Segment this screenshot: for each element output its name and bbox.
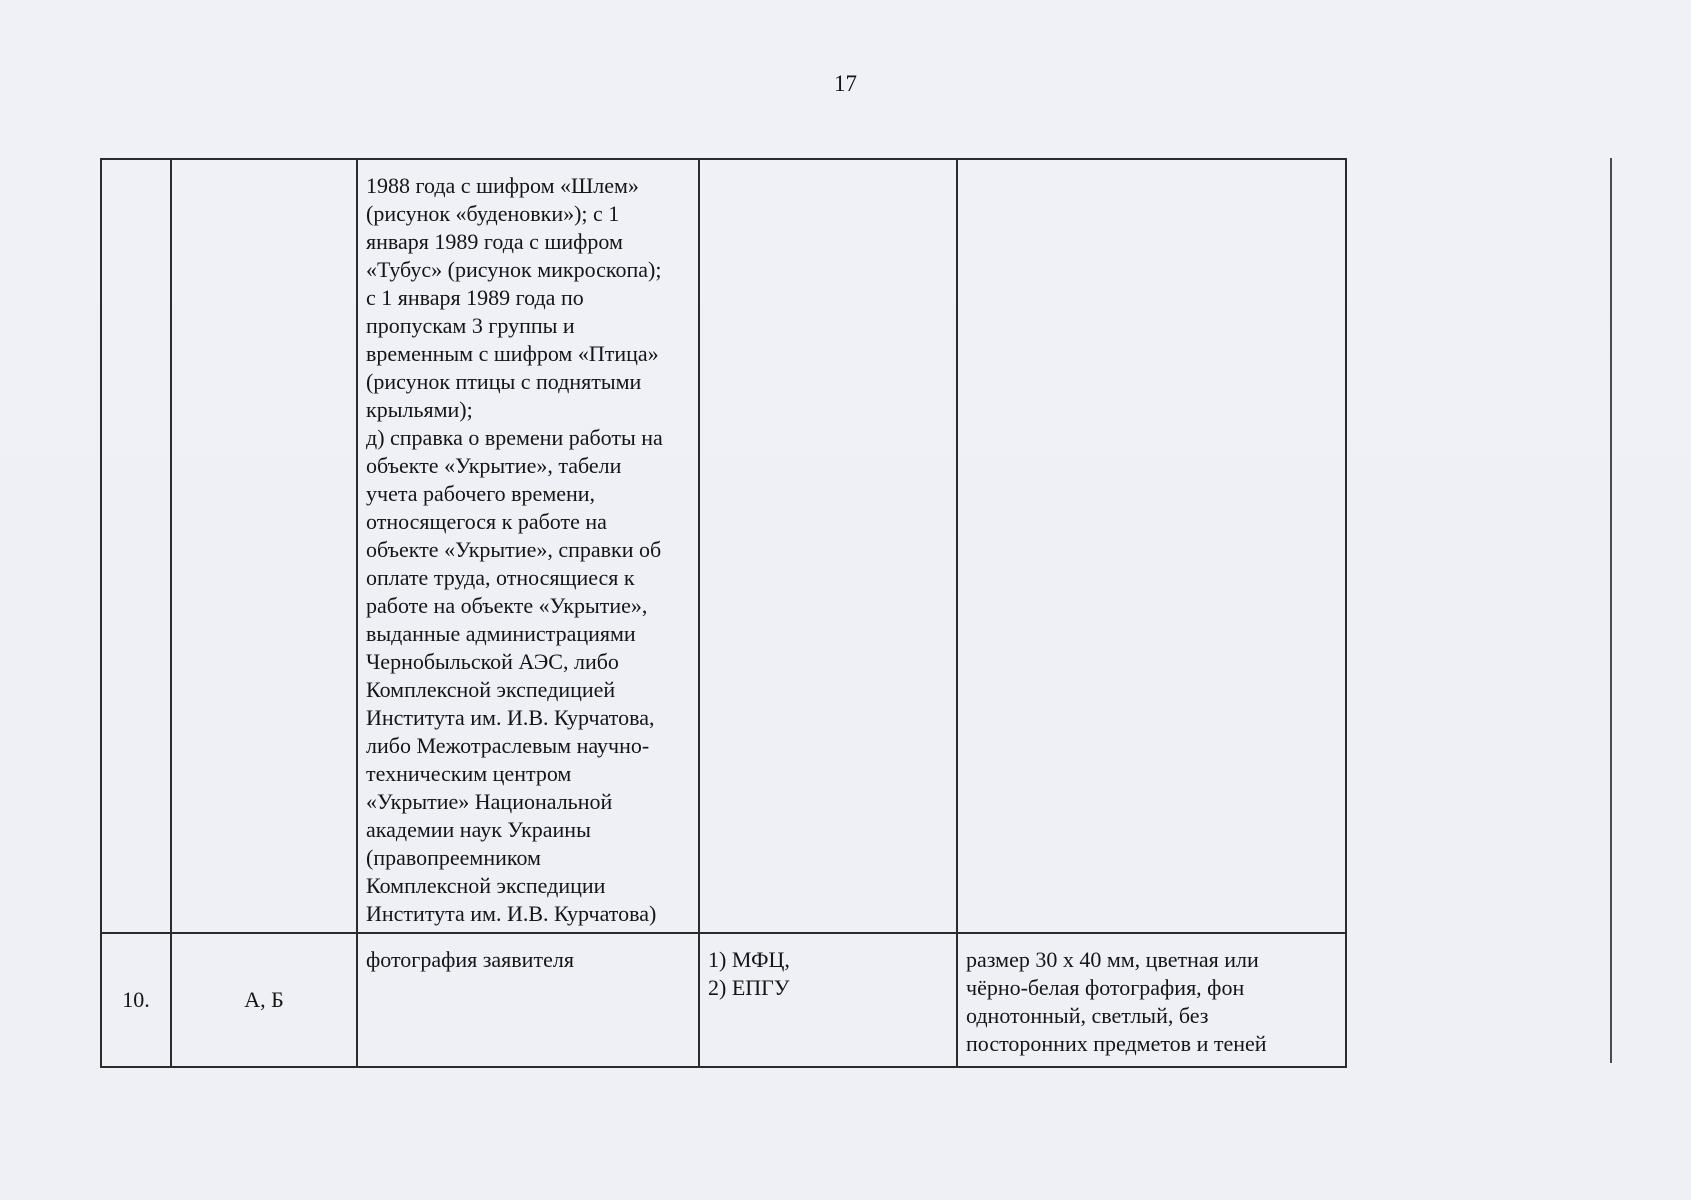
requirements-cell [957,933,1346,1067]
table-row [101,159,1346,933]
applicant-category: А, Б [244,987,284,1012]
page-number: 17 [834,71,857,96]
row-number: 10. [122,987,150,1012]
document-cell [357,933,699,1067]
source-cell [699,933,957,1067]
source-text [700,160,956,176]
requirements-table [100,158,1347,1068]
source-cell [699,159,957,933]
requirements-text: размер 30 х 40 мм, цветная или чёрно-белая фотография, фон однотонный, светлый, без посторонних предметов и теней [966,947,1267,1056]
applicant-category-cell [171,933,357,1067]
source-text: 1) МФЦ, 2) ЕПГУ [708,947,790,1000]
requirements-text [958,160,1345,176]
row-number-cell [101,933,171,1067]
document-cell [357,159,699,933]
document-text: 1988 года с шифром «Шлем» (рисунок «буденовки»); с 1 января 1989 года с шифром «Тубус» (рисунок микроскопа); с 1 января 1989 года по пропускам 3 группы и временным с шифром «Птица» (рисунок птицы с поднятыми крыльями); д) справка о времени работы на объекте «Укрытие», табели учета рабочего времени, относящегося к работе на объекте «Укрытие», справки об оплате труда, относящиеся к работе на объекте «Укрытие», выданные администрациями Чернобыльской АЭС, либо Комплексной экспедицией Института им. И.В. Курчатова, либо Межотраслевым научно- техническим центром «Укрытие» Национальной академии наук Украины (правопреемником Комплексной экспедиции Института им. И.В. Курчатова) [366,173,663,926]
requirements-cell [957,159,1346,933]
table-row [101,933,1346,1067]
margin-rule [1610,158,1612,1063]
row-number-cell [101,159,171,933]
applicant-category-cell [171,159,357,933]
document-text: фотография заявителя [366,947,574,972]
